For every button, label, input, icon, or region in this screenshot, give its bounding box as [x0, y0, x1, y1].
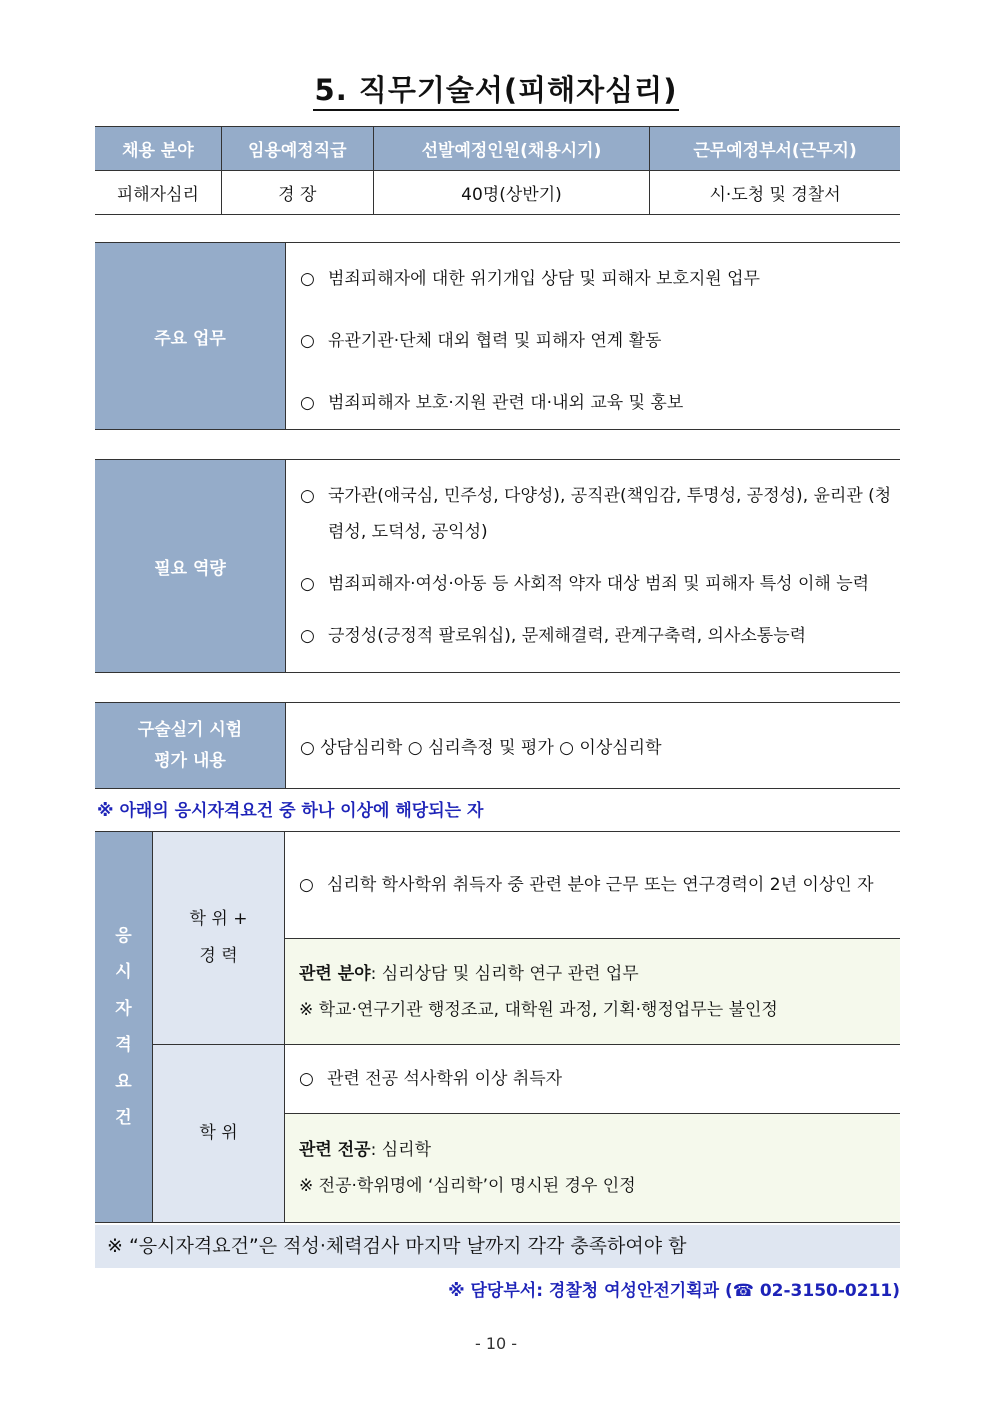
contact-department: ※ 담당부서: 경찰청 여성안전기획과 (☎ 02-3150-0211) — [448, 1281, 900, 1301]
duties-label: 주요 업무 — [95, 243, 286, 430]
list-item: ○ 범죄피해자·여성·아동 등 사회적 약자 대상 범죄 및 피해자 특성 이해 능력 — [300, 566, 892, 602]
footer-note: ※ “응시자격요건”은 적성·체력검사 마지막 날까지 각각 충족하여야 함 — [95, 1225, 900, 1268]
detail-note: ※ 학교·연구기관 행정조교, 대학원 과정, 기획·행정업무는 불인정 — [299, 999, 778, 1020]
summary-cell: 경 장 — [221, 171, 373, 215]
qualification-side-label: 응 시 자 격 요 건 — [95, 832, 153, 1223]
list-item: ○ 유관기관·단체 대외 협력 및 피해자 연계 활동 — [300, 323, 892, 359]
exam-content: ○ 상담심리학 ○ 심리측정 및 평가 ○ 이상심리학 — [300, 738, 662, 758]
exam-section — [95, 702, 900, 789]
qualification-category: 학 위 — [153, 1045, 285, 1223]
competencies-section — [95, 459, 900, 673]
summary-cell: 시·도청 및 경찰서 — [709, 185, 841, 205]
detail-label: 관련 분야 — [299, 963, 371, 984]
competencies-label: 필요 역량 — [95, 460, 286, 673]
summary-cell: 40명(상반기) — [373, 171, 649, 215]
duties-section — [95, 242, 900, 430]
summary-header: 채용 분야 — [95, 127, 221, 171]
circle-bullet-icon: ○ — [299, 875, 314, 895]
circle-bullet-icon: ○ — [300, 486, 315, 506]
circle-bullet-icon: ○ — [300, 392, 315, 413]
list-item: ○ 국가관(애국심, 민주성, 다양성), 공직관(책임감, 투명성, 공정성), 윤리관 (청렴성, 도덕성, 공익성) — [300, 478, 892, 550]
circle-bullet-icon: ○ — [300, 574, 315, 594]
list-item: ○ 관련 전공 석사학위 이상 취득자 — [299, 1061, 892, 1097]
qualification-notice: ※ 아래의 응시자격요건 중 하나 이상에 해당되는 자 — [97, 801, 484, 821]
summary-header: 근무예정부서(근무지) — [650, 127, 900, 171]
summary-header: 선발예정인원(채용시기) — [373, 127, 649, 171]
competencies-list — [286, 460, 901, 673]
list-item: ○ 긍정성(긍정적 팔로워십), 문제해결력, 관계구축력, 의사소통능력 — [300, 618, 892, 654]
circle-bullet-icon: ○ — [300, 626, 315, 646]
qualification-table — [95, 831, 900, 1223]
detail-note: ※ 전공·학위명에 ‘심리학’이 명시된 경우 인정 — [299, 1176, 636, 1196]
circle-bullet-icon: ○ — [300, 330, 315, 351]
qualification-detail: 관련 분야: 심리상담 및 심리학 연구 관련 업무 ※ 학교·연구기관 행정조교, 대학원 과정, 기획·행정업무는 불인정 — [285, 939, 901, 1045]
circle-bullet-icon: ○ — [299, 1069, 314, 1089]
qualification-requirement — [285, 832, 901, 939]
detail-label: 관련 전공 — [299, 1140, 371, 1160]
qualification-requirement — [285, 1045, 901, 1114]
duties-list — [286, 243, 901, 430]
summary-table — [95, 126, 900, 215]
summary-header: 임용예정직급 — [221, 127, 373, 171]
summary-cell: 피해자심리 — [95, 171, 221, 215]
qualification-category: 학 위 + 경 력 — [153, 832, 285, 1045]
list-item: ○ 심리학 학사학위 취득자 중 관련 분야 근무 또는 연구경력이 2년 이상인 자 — [299, 867, 892, 903]
exam-label: 구술실기 시험 평가 내용 — [95, 703, 286, 789]
qualification-detail: 관련 전공: 심리학 ※ 전공·학위명에 ‘심리학’이 명시된 경우 인정 — [285, 1114, 901, 1223]
circle-bullet-icon: ○ — [300, 268, 315, 289]
page-number: - 10 - — [474, 1334, 518, 1353]
list-item: ○ 범죄피해자에 대한 위기개입 상담 및 피해자 보호지원 업무 — [300, 261, 892, 297]
page-title: 5. 직무기술서(피해자심리) — [0, 68, 992, 109]
list-item: ○ 범죄피해자 보호·지원 관련 대·내외 교육 및 홍보 — [300, 385, 892, 421]
